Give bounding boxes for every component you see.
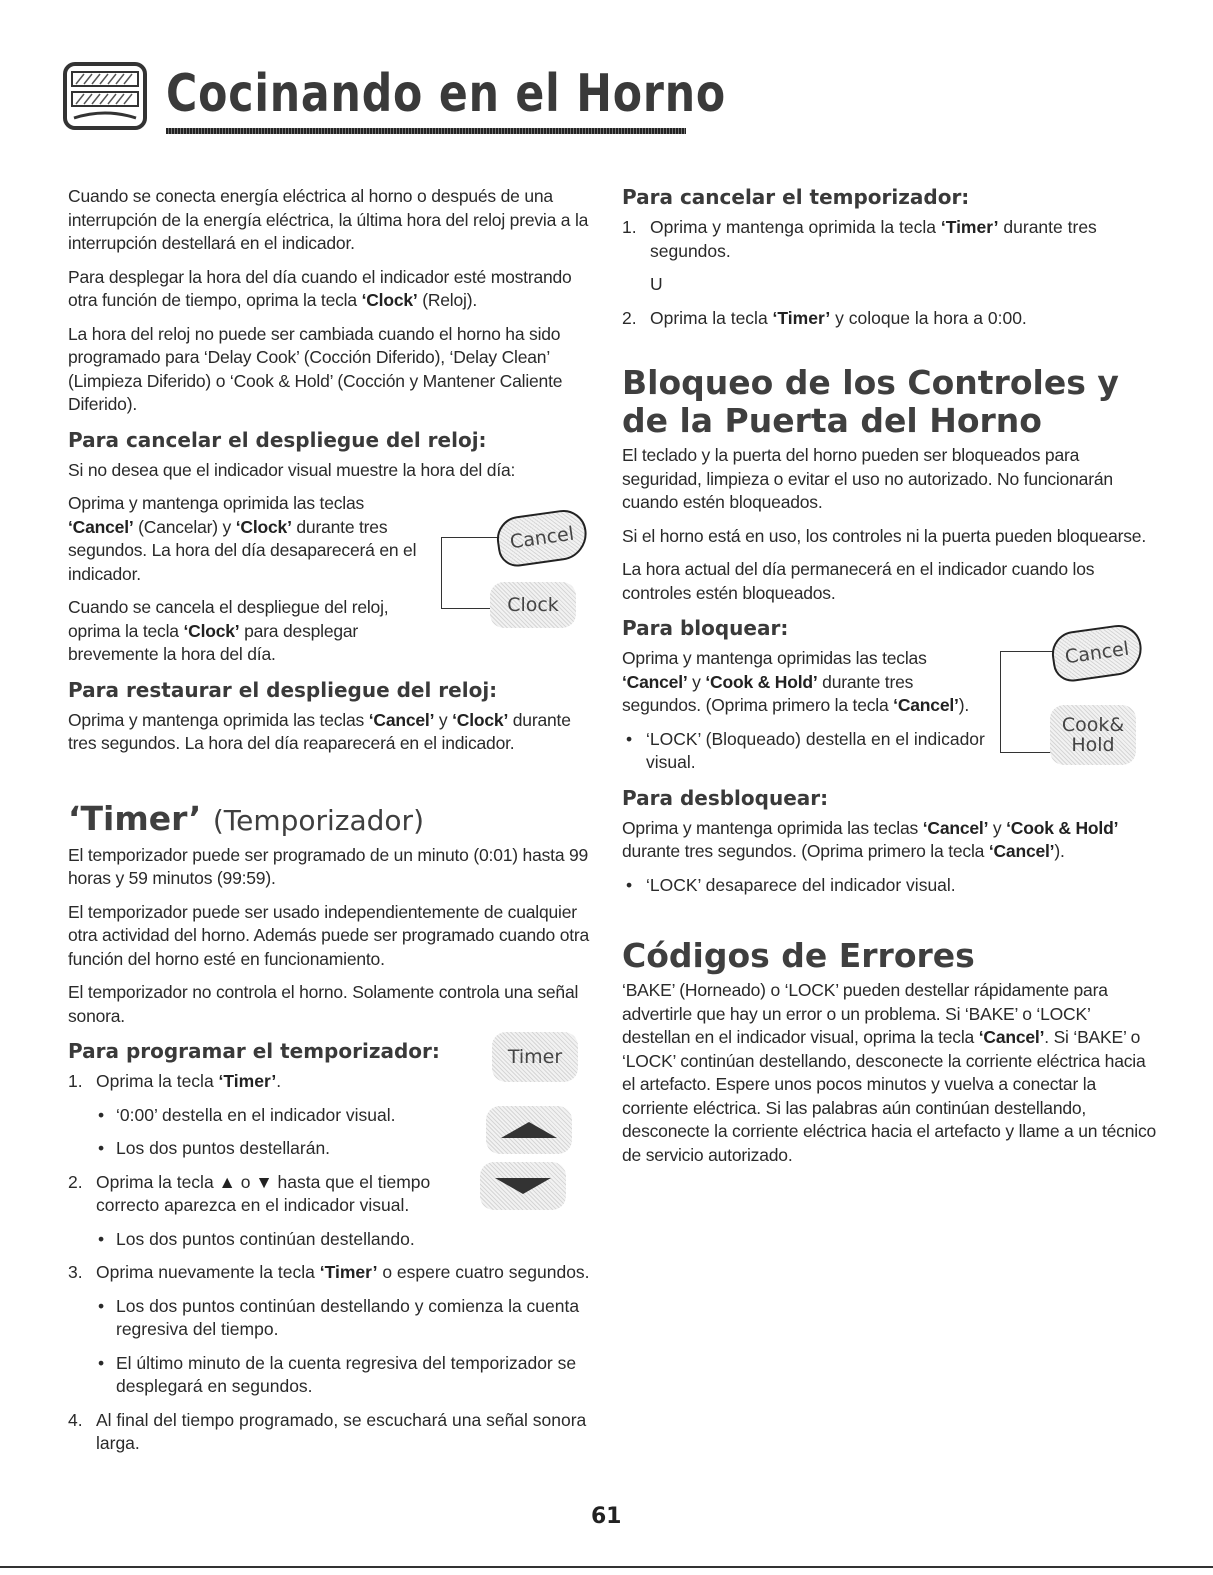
- paragraph: Oprima y mantenga oprimida las teclas ‘Cancel’ y ‘Clock’ durante tres segundos. La hora del día reaparecerá en el indicador.: [68, 709, 571, 753]
- cancel-key-icon: Cancel: [494, 507, 590, 569]
- section-heading: Para desbloquear:: [622, 785, 829, 810]
- cancel-key-icon: Cancel: [1049, 622, 1145, 684]
- section-heading: Para bloquear:: [622, 616, 789, 640]
- or-separator: U: [650, 274, 663, 294]
- list-item: 1. Oprima y mantenga oprimida la tecla ‘Timer’ durante tres segundos.: [622, 217, 1097, 261]
- bottom-rule: [0, 1566, 1213, 1568]
- list-item: • ‘LOCK’ desaparece del indicador visual.: [626, 874, 956, 895]
- intro-paragraph: La hora del reloj no puede ser cambiada cuando el horno ha sido programado para ‘Delay Cook’ (Cocción Diferido), ‘Delay Clean’ (Limpieza Diferido) o ‘Cook & Hold’ (Cocción y Mantener Caliente Diferido).: [68, 323, 563, 414]
- clock-key-icon: Clock: [490, 582, 576, 628]
- paragraph: Cuando se cancela el despliegue del reloj, oprima la tecla ‘Clock’ para desplegar brevemente la hora del día.: [68, 597, 389, 664]
- paragraph: El temporizador puede ser usado independientemente de cualquier otra actividad del horno. Además puede ser programado cuando otra función del horno esté en funcionamiento.: [68, 901, 590, 969]
- cook-hold-key-icon: Cook& Hold: [1050, 705, 1136, 765]
- oven-icon: [62, 60, 148, 132]
- list-item: 2. Oprima la tecla ‘Timer’ y coloque la hora a 0:00.: [622, 307, 1027, 328]
- list-item: • Los dos puntos continúan destellando.: [98, 1228, 415, 1249]
- list-item: 1. Oprima la tecla ‘Timer’.: [68, 1071, 282, 1091]
- timer-heading: ‘Timer’ (Temporizador): [68, 798, 424, 838]
- left-column: [68, 185, 593, 1466]
- step-list: [622, 307, 1157, 331]
- list-item: • ‘0:00’ destella en el indicador visual.: [98, 1104, 396, 1125]
- step-list: [622, 216, 1157, 263]
- section-heading: Para restaurar el despliegue del reloj:: [68, 677, 498, 702]
- paragraph: Si no desea que el indicador visual muestre la hora del día:: [68, 459, 516, 480]
- list-item: • Los dos puntos continúan destellando y comienza la cuenta regresiva del tiempo.: [98, 1295, 580, 1339]
- paragraph: El temporizador no controla el horno. Solamente controla una señal sonora.: [68, 982, 579, 1026]
- section-heading: Para cancelar el temporizador:: [622, 185, 970, 209]
- timer-key-icon: Timer: [492, 1032, 578, 1082]
- list-item: • ‘LOCK’ (Bloqueado) destella en el indicador visual.: [626, 728, 985, 772]
- section-heading: Para programar el temporizador:: [68, 1039, 440, 1063]
- paragraph: El temporizador puede ser programado de un minuto (0:01) hasta 99 horas y 59 minutos (99:59).: [68, 844, 589, 888]
- list-item: 4. Al final del tiempo programado, se escuchará una señal sonora larga.: [68, 1409, 587, 1453]
- paragraph: Oprima y mantenga oprimida las teclas ‘Cancel’ y ‘Cook & Hold’ durante tres segundos. (Oprima primero la tecla ‘Cancel’).: [622, 817, 1119, 861]
- paragraph: Si el horno está en uso, los controles ni la puerta pueden bloquearse.: [622, 525, 1146, 546]
- page-header: [62, 50, 727, 140]
- page-title: Cocinando en el Horno: [166, 64, 727, 124]
- list-item: 3. Oprima nuevamente la tecla ‘Timer’ o espere cuatro segundos.: [68, 1262, 590, 1282]
- list-item: • Los dos puntos destellarán.: [98, 1138, 331, 1158]
- paragraph: La hora actual del día permanecerá en el indicador cuando los controles estén bloqueados.: [622, 559, 1095, 603]
- intro-paragraph: Para desplegar la hora del día cuando el indicador esté mostrando otra función de tiempo, oprima la tecla ‘Clock’ (Reloj).: [68, 266, 572, 310]
- page-number: 61: [591, 1504, 622, 1529]
- list-item: • El último minuto de la cuenta regresiva del temporizador se desplegará en segundos.: [98, 1352, 577, 1396]
- list-item: 2. Oprima la tecla ▲ o ▼ hasta que el tiempo correcto aparezca en el indicador visual.: [68, 1171, 431, 1215]
- lock-heading: Bloqueo de los Controles y de la Puerta del Horno: [622, 363, 1119, 440]
- up-arrow-key-icon: [486, 1106, 572, 1154]
- intro-paragraph: Cuando se conecta energía eléctrica al horno o después de una interrupción de la energía eléctrica, la última hora del reloj previa a la interrupción destellará en el indicador.: [68, 186, 589, 253]
- title-rule: [166, 128, 686, 134]
- paragraph: Oprima y mantenga oprimida las teclas ‘Cancel’ (Cancelar) y ‘Clock’ durante tres segundos. La hora del día desaparecerá en el indicador.: [68, 493, 417, 584]
- section-heading: Para cancelar el despliegue del reloj:: [68, 427, 487, 452]
- paragraph: Oprima y mantenga oprimidas las teclas ‘Cancel’ y ‘Cook & Hold’ durante tres segundos. (Oprima primero la tecla ‘Cancel’).: [622, 648, 969, 715]
- down-arrow-key-icon: [480, 1162, 566, 1210]
- paragraph: El teclado y la puerta del horno pueden ser bloqueados para seguridad, limpieza o evitar el uso no autorizado. No funcionarán cuando estén bloqueados.: [622, 445, 1113, 512]
- paragraph: ‘BAKE’ (Horneado) o ‘LOCK’ pueden destellar rápidamente para advertirle que hay un error o un problema. Si ‘BAKE’ o ‘LOCK’ destellan en el indicador visual, oprima la tecla ‘Cancel’. Si ‘BAKE’ o ‘LOCK’ continúan destellando, desconecte la corriente eléctrica hacia el artefacto. Espere unos pocos minutos y vuelva a conectar la corriente eléctrica. Si las palabras aún continúan destellando, desconecte la corriente eléctrica hacia el artefacto y llame a un técnico de servicio autorizado.: [622, 980, 1157, 1165]
- errors-heading: Códigos de Errores: [622, 936, 975, 975]
